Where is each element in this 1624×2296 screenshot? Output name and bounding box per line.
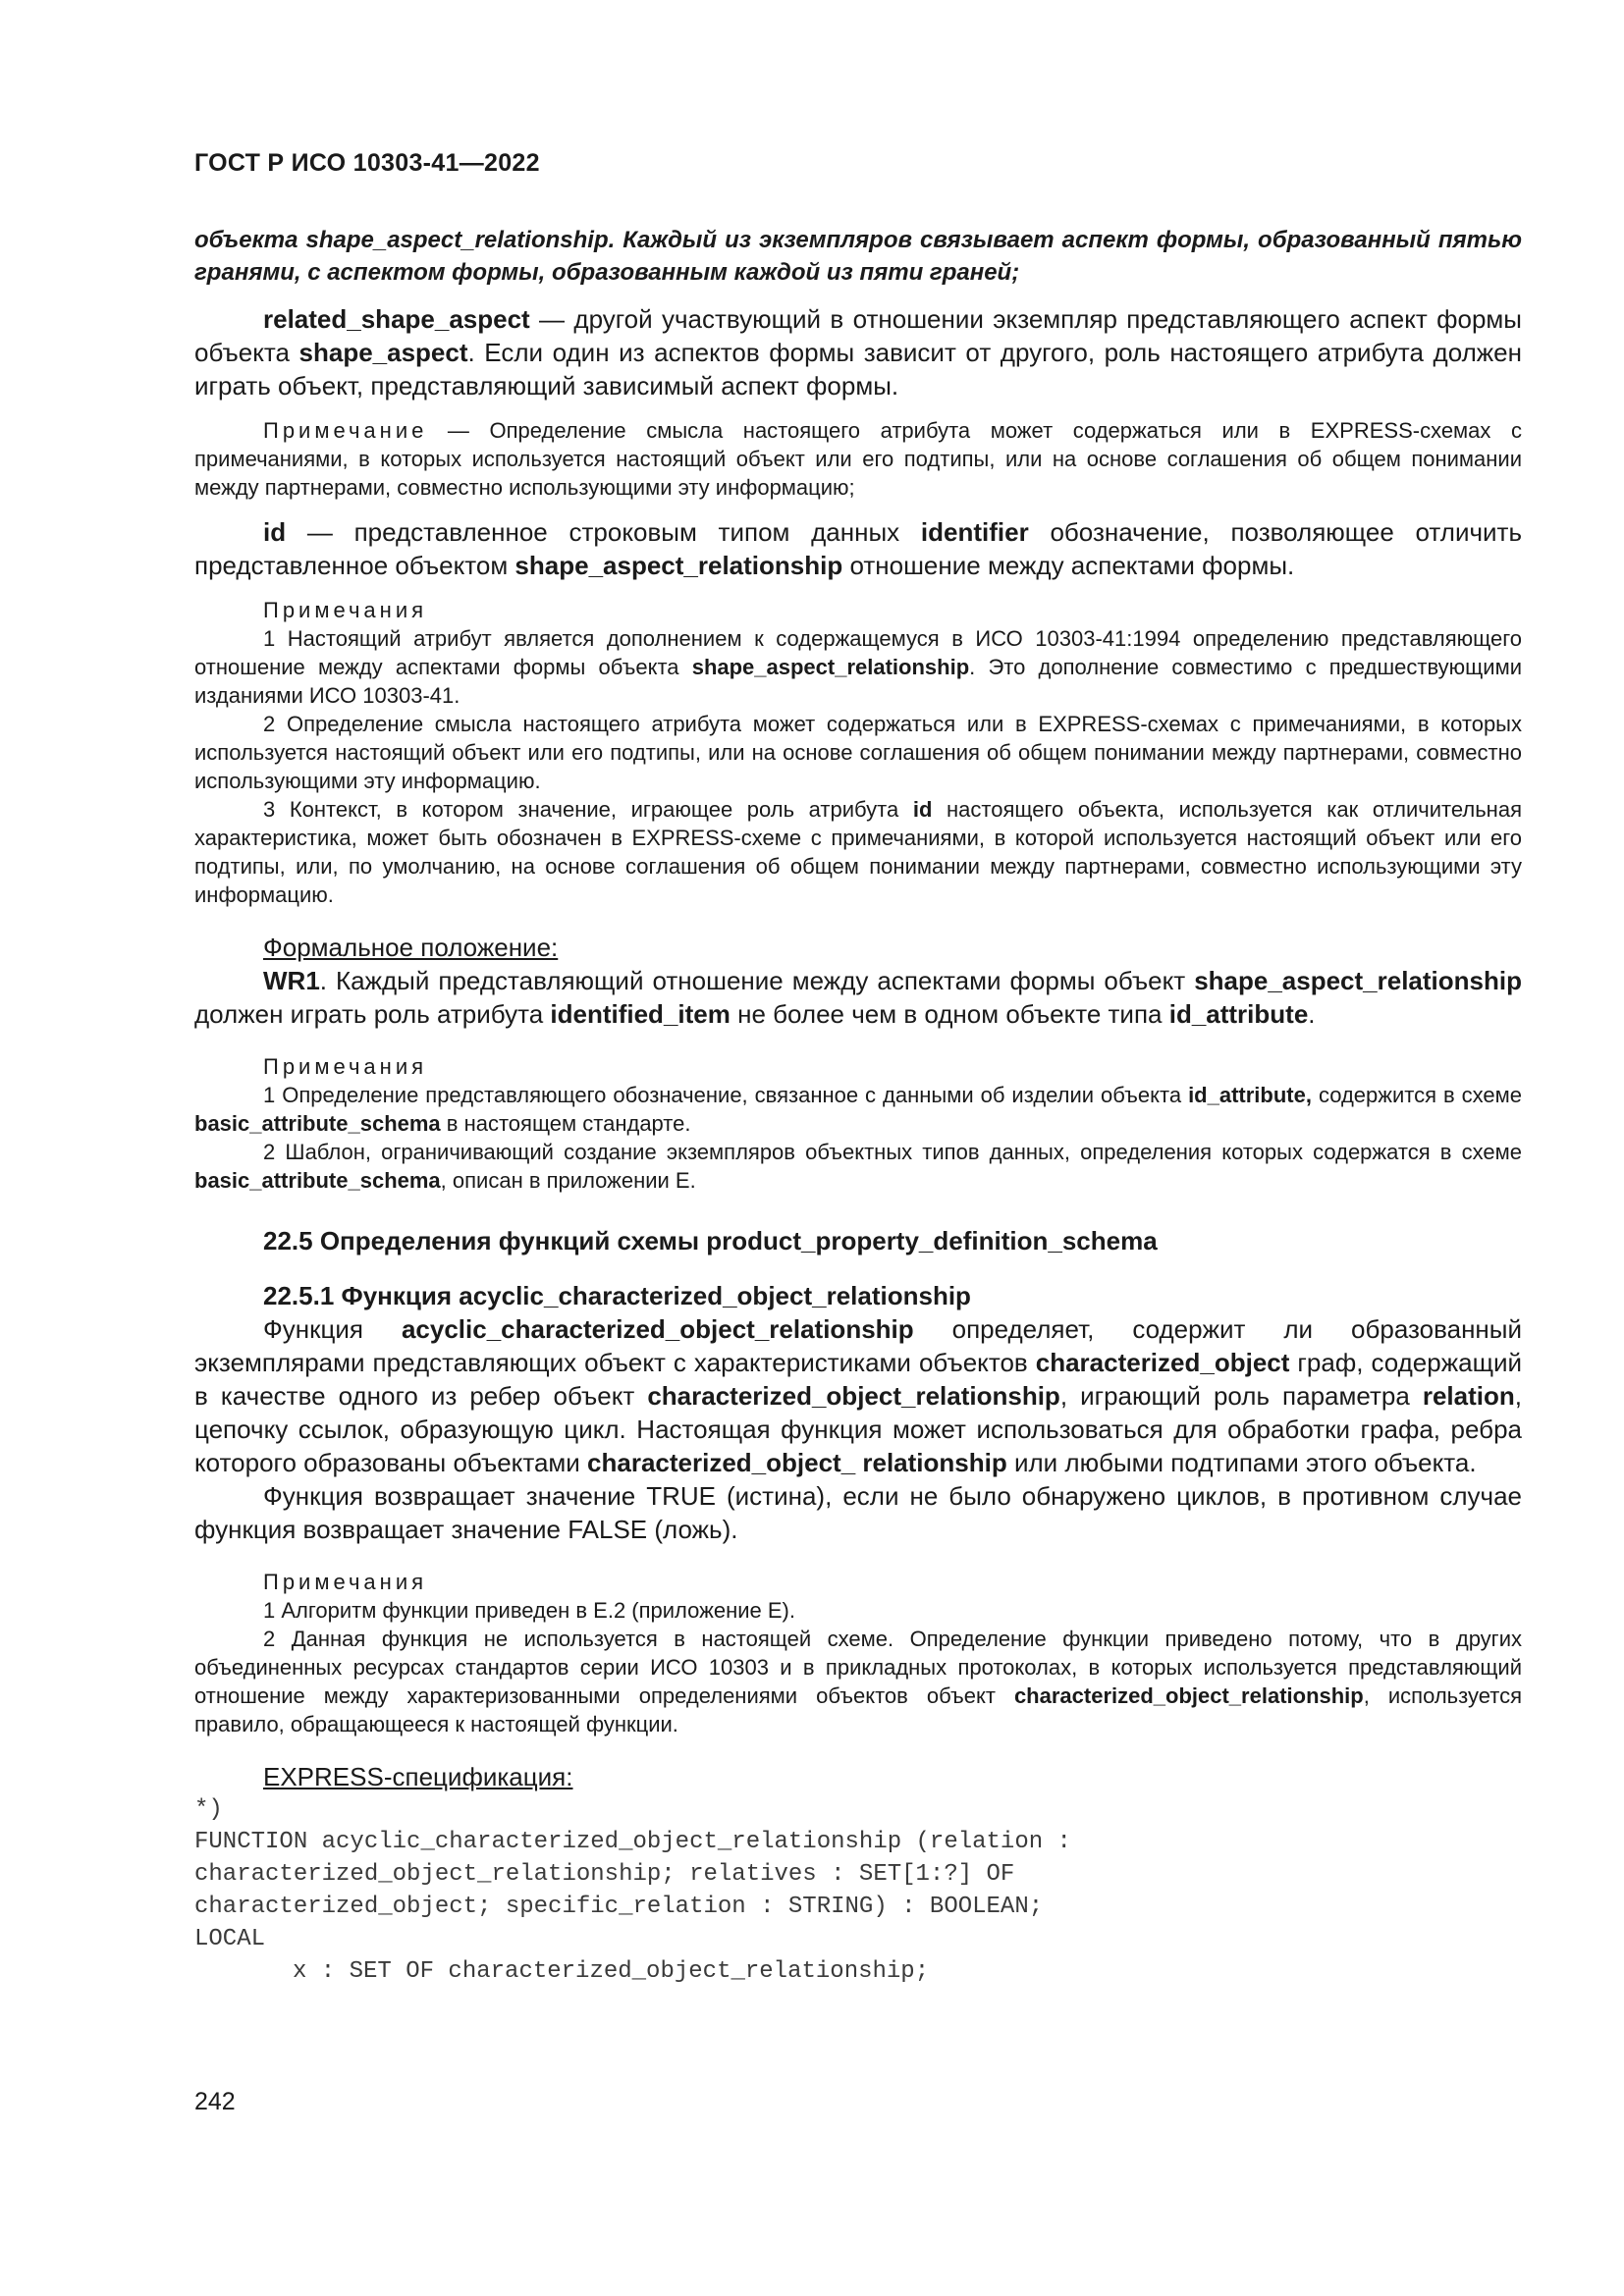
continued-paragraph: объекта shape_aspect_relationship. Каждый из экземпляров связывает аспект формы, образованный пятью гранями, с аспектом формы, образованным каждой из пяти граней; xyxy=(194,227,1522,286)
notes-label: Примечания xyxy=(263,598,428,622)
note-4-1: 1 Алгоритм функции приведен в Е.2 (приложение Е). xyxy=(263,1598,795,1623)
code-line: *) xyxy=(194,1796,223,1823)
document-header: ГОСТ Р ИСО 10303-41—2022 xyxy=(194,149,540,177)
code-line: characterized_object_relationship; relatives : SET[1:?] OF xyxy=(194,1861,1015,1888)
page-content xyxy=(194,224,1522,1988)
note-4-2: 2 Данная функция не используется в настоящей схеме. Определение функции приведено потому, что в других объединенных ресурсах стандартов серии ИСО 10303 и в прикладных протоколах, в которых используется представляющий отношение между характеризованными определениями объектов объект characterized_object_relationship, используется правило, обращающееся к настоящей функции. xyxy=(194,1627,1522,1736)
note-2-2: 2 Определение смысла настоящего атрибута может содержаться или в EXPRESS-схемах с примечаниями, в которых используется настоящий объект или его подтипы, или на основе соглашения об общем понимании между партнерами, совместно использующими эту информацию. xyxy=(194,712,1522,793)
code-line: LOCAL xyxy=(194,1926,266,1952)
page-number: 242 xyxy=(194,2088,236,2115)
notes-label: Примечания xyxy=(263,1054,428,1079)
note-2-1: 1 Настоящий атрибут является дополнением к содержащемуся в ИСО 10303-41:1994 определению представляющего отношение между аспектами формы объекта shape_aspect_relationship. Это дополнение совместимо с предшествующими изданиями ИСО 10303-41. xyxy=(194,626,1522,708)
express-spec-label: EXPRESS-спецификация: xyxy=(263,1762,573,1791)
section-heading-22-5-1: 22.5.1 Функция acyclic_characterized_object_relationship xyxy=(263,1281,971,1310)
function-return: Функция возвращает значение TRUE (истина), если не было обнаружено циклов, в противном случае функция возвращает значение FALSE (ложь). xyxy=(194,1481,1522,1544)
formal-proposition-label: Формальное положение: xyxy=(263,933,559,962)
attribute-related-shape-aspect: related_shape_aspect — другой участвующий в отношении экземпляр представляющего аспект формы объекта shape_aspect. Если один из аспектов формы зависит от другого, роль настоящего атрибута должен играть объект, представляющий зависимый аспект формы. xyxy=(194,304,1522,400)
code-line: x : SET OF characterized_object_relationship; xyxy=(293,1958,930,1985)
note-3-1: 1 Определение представляющего обозначение, связанное с данными об изделии объекта id_attribute, содержится в схеме basic_attribute_schema в настоящем стандарте. xyxy=(194,1083,1522,1136)
note-1: Примечание — Определение смысла настоящего атрибута может содержаться или в EXPRESS-схемах с примечаниями, в которых используется настоящий объект или его подтипы, или на основе соглашения об общем понимании между партнерами, совместно использующими эту информацию; xyxy=(194,418,1522,500)
function-description: Функция acyclic_characterized_object_relationship определяет, содержит ли образованный экземплярами представляющих объект с характеристиками объектов characterized_object граф, содержащий в качестве одного из ребер объект characterized_object_relationship, играющий роль параметра relation, цепочку ссылок, образующую цикл. Настоящая функция может использоваться для обработки графа, ребра которого образованы объектами characterized_object_ relationship или любыми подтипами этого объекта. xyxy=(194,1314,1523,1477)
code-line: characterized_object; specific_relation : STRING) : BOOLEAN; xyxy=(194,1894,1044,1920)
note-3-2: 2 Шаблон, ограничивающий создание экземпляров объектных типов данных, определения которых содержатся в схеме basic_attribute_schema, описан в приложении Е. xyxy=(194,1140,1522,1193)
notes-label: Примечания xyxy=(263,1570,428,1594)
rule-wr1: WR1. Каждый представляющий отношение между аспектами формы объект shape_aspect_relationship должен играть роль атрибута identified_item не более чем в одном объекте типа id_attribute. xyxy=(194,966,1522,1029)
note-2-3: 3 Контекст, в котором значение, играющее роль атрибута id настоящего объекта, используется как отличительная характеристика, может быть обозначен в EXPRESS-схеме с примечаниями, в которой используется настоящий объект или его подтипы, или, по умолчанию, на основе соглашения об общем понимании между партнерами, совместно использующими эту информацию. xyxy=(194,797,1522,907)
section-heading-22-5: 22.5 Определения функций схемы product_property_definition_schema xyxy=(263,1226,1158,1255)
term: related_shape_aspect xyxy=(263,304,530,334)
attribute-id: id — представленное строковым типом данных identifier обозначение, позволяющее отличить представленное объектом shape_aspect_relationship отношение между аспектами формы. xyxy=(194,517,1522,580)
code-line: FUNCTION acyclic_characterized_object_relationship (relation : xyxy=(194,1829,1071,1855)
